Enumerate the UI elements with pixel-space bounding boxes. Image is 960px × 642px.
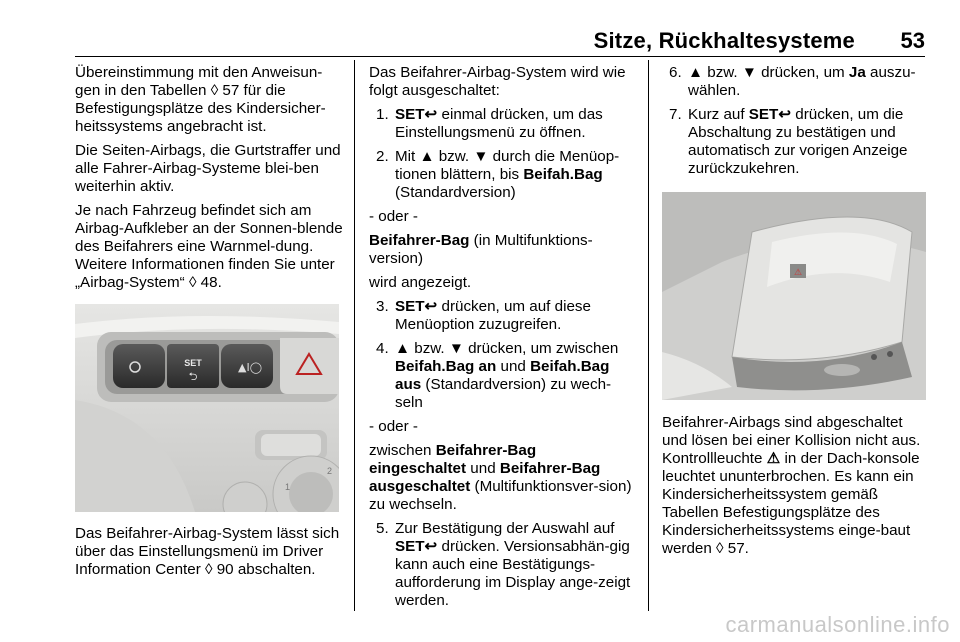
svg-text:2: 2 <box>327 466 333 476</box>
paragraph: wird angezeigt. <box>369 274 472 291</box>
or-separator: - oder - <box>369 208 418 225</box>
or-separator: - oder - <box>369 418 418 435</box>
page-header <box>75 28 925 54</box>
paragraph: Beifahrer-Airbags sind abgeschaltet und lösen bei einer Kollision nicht aus. Kontrollleuchte ⚠ in der Dach-konsole leuchtet ununterbrochen. Es kann ein Kindersicherheitssystem gemäß Tabellen Befestigungsplätze des Kindersicherheitssystems einge-baut werden ◊ 57. <box>662 414 921 557</box>
page-number: 53 <box>900 28 925 53</box>
column-divider-2 <box>648 60 649 611</box>
column-divider-1 <box>354 60 355 611</box>
step-7: 7. Kurz auf SET↩ drücken, um die Abschaltung zu bestätigen und automatisch zur vorigen Anzeige zurückzukehren. <box>669 106 908 177</box>
airbag-off-icon: ⚠ <box>766 450 781 467</box>
roof-console-illustration <box>662 192 926 400</box>
photo-dashboard-buttons <box>75 304 339 512</box>
watermark-brand: carmanualsonline.info <box>725 612 950 637</box>
button-left <box>113 344 165 388</box>
step-3: 3. SET↩ drücken, um auf diese Menüoption zuzugreifen. <box>376 298 591 333</box>
return-icon: ↩ <box>424 298 438 315</box>
step-2: 2. Mit ▲ bzw. ▼ durch die Menüop-tionen blättern, bis Beifah.Bag (Standardversion) <box>376 148 620 201</box>
column-2 <box>369 64 637 616</box>
svg-text:⚠: ⚠ <box>793 268 803 278</box>
photo-roof-console <box>662 192 926 400</box>
paragraph: Übereinstimmung mit den Anweisun-gen in den Tabellen ◊ 57 für die Befestigungsplätze des Kindersicher-heitssystems angebracht ist. <box>75 64 326 135</box>
paragraph: Das Beifahrer-Airbag-System lässt sich über das Einstellungsmenü im Driver Information Center ◊ 90 abschalten. <box>75 525 340 578</box>
column-3-lower <box>662 414 930 564</box>
return-icon: ↩ <box>424 106 438 123</box>
step-1: 1. SET↩ einmal drücken, um das Einstellungsmenü zu öffnen. <box>376 106 603 141</box>
paragraph: Beifahrer-Bag (in Multifunktions-version) <box>369 232 593 267</box>
paragraph: Die Seiten-Airbags, die Gurtstraffer und alle Fahrer-Airbag-Systeme blei-ben weiterhin aktiv. <box>75 142 341 195</box>
return-icon: ⮌ <box>188 370 198 383</box>
column-1 <box>75 64 343 298</box>
reference-icon: ◊ <box>188 274 197 291</box>
return-icon: ↩ <box>424 538 438 555</box>
page-title: Sitze, Rückhaltesysteme <box>593 28 855 53</box>
column-3 <box>662 64 930 184</box>
reference-icon: ◊ <box>205 561 213 578</box>
set-label: SET <box>184 358 202 368</box>
step-5: 5. Zur Bestätigung der Auswahl auf SET↩ drücken. Versionsabhän-gig kann auch eine Bestätigungs-aufforderung im Display ange-zeigt werden. <box>376 520 631 609</box>
svg-text:1: 1 <box>285 482 291 492</box>
paragraph: Das Beifahrer-Airbag-System wird wie folgt ausgeschaltet: <box>369 64 626 99</box>
paragraph: Je nach Fahrzeug befindet sich am Airbag-Aufkleber an der Sonnen-blende des Beifahrers eine Warnmel-dung. Weitere Informationen finden Sie unter „Airbag-System“ ◊ 48. <box>75 202 343 291</box>
reference-icon: ◊ <box>716 540 724 557</box>
dashboard-illustration <box>75 304 339 512</box>
step-6: 6. ▲ bzw. ▼ drücken, um Ja auszu-wählen. <box>669 64 916 99</box>
step-4: 4. ▲ bzw. ▼ drücken, um zwischen Beifah.Bag an und Beifah.Bag aus (Standardversion) zu wech-seln <box>376 340 619 411</box>
reference-icon: ◊ <box>210 82 219 99</box>
return-icon: ↩ <box>778 106 792 123</box>
airbag-off-icon: ▲I◯ <box>237 361 263 374</box>
header-rule <box>75 56 925 57</box>
column-1-lower <box>75 525 343 585</box>
paragraph: zwischen Beifahrer-Bag eingeschaltet und Beifahrer-Bag ausgeschaltet (Multifunktionsver-sion) zu wechseln. <box>369 442 632 513</box>
